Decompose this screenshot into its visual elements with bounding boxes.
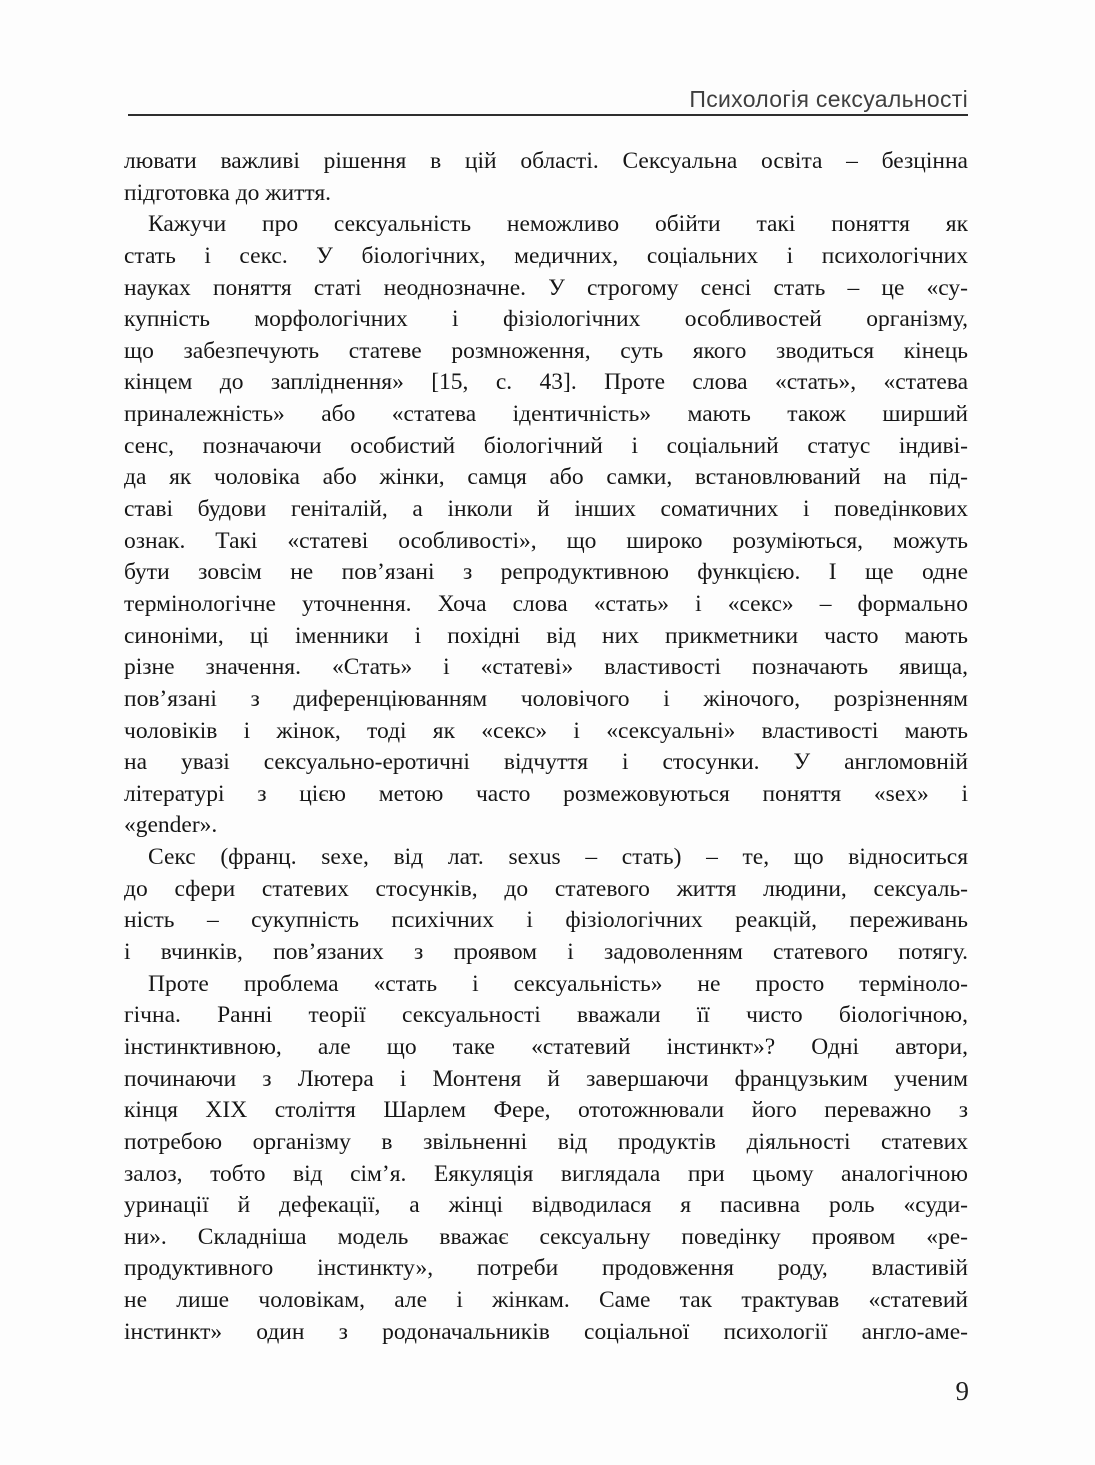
text-line: ставі будови геніталій, а інколи й інших соматичних і поведінкових (124, 496, 968, 523)
text-line: купність морфологічних і фізіологічних особливостей організму, (124, 306, 968, 333)
text-line: літературі з цією метою часто розмежовуються поняття «sex» і (124, 780, 968, 807)
text-line: починаючи з Лютера і Монтеня й завершаючи французьким ученим (124, 1065, 968, 1092)
text-line: підготовка до життя. (124, 179, 332, 206)
running-header-title: Психологія сексуальності (689, 86, 968, 112)
text-line: стать і секс. У біологічних, медичних, соціальних і психологічних (124, 242, 968, 269)
text-line: ни». Складніша модель вважає сексуальну поведінку проявом «ре- (124, 1223, 968, 1250)
text-line: синоніми, ці іменники і похідні від них прикметники часто мають (124, 622, 968, 649)
text-line: Проте проблема «стать і сексуальність» не просто терміноло- (148, 970, 968, 997)
text-line: сенс, позначаючи особистий біологічний і соціальний статус індиві- (124, 432, 968, 459)
text-line: термінологічне уточнення. Хоча слова «стать» і «секс» – формально (124, 590, 968, 617)
text-line: кінцем до запліднення» [15, с. 43]. Проте слова «стать», «статева (124, 369, 968, 396)
page-number: 9 (955, 1376, 969, 1406)
text-line: інстинкт» один з родоначальників соціальної психології англо-аме- (124, 1318, 968, 1345)
text-line: приналежність» або «статева ідентичність» мають також ширший (124, 401, 968, 428)
header-rule (128, 114, 968, 116)
text-line: чоловіків і жінок, тоді як «секс» і «сексуальні» властивості мають (124, 717, 968, 744)
text-line: уринації й дефекації, а жінці відводилася я пасивна роль «суди- (124, 1192, 968, 1219)
text-line: продуктивного інстинкту», потреби продовження роду, властивій (124, 1255, 968, 1282)
text-line: Кажучи про сексуальність неможливо обійти такі поняття як (148, 211, 968, 238)
text-line: бути зовсім не пов’язані з репродуктивною функцією. І ще одне (124, 559, 968, 586)
text-line: ознак. Такі «статеві особливості», що широко розуміються, можуть (124, 527, 968, 554)
text-line: потребою організму в звільненні від продуктів діяльності статевих (124, 1128, 968, 1155)
text-line: кінця XIX століття Шарлем Фере, ототожнювали його переважно з (124, 1097, 968, 1124)
text-line: ність – сукупність психічних і фізіологічних реакцій, переживань (124, 907, 968, 934)
text-line: що забезпечують статеве розмноження, суть якого зводиться кінець (124, 337, 968, 364)
text-line: Секс (франц. sexe, від лат. sexus – стать) – те, що відноситься (148, 844, 968, 871)
text-line: не лише чоловікам, але і жінкам. Саме так трактував «статевий (124, 1287, 968, 1314)
body-text (124, 146, 968, 1348)
text-line: пов’язані з диференціюванням чоловічого і жіночого, розрізненням (124, 685, 968, 712)
text-line: «gender». (124, 812, 218, 839)
text-line: до сфери статевих стосунків, до статевого життя людини, сексуаль- (124, 875, 968, 902)
text-line: різне значення. «Стать» і «статеві» властивості позначають явища, (124, 654, 968, 681)
text-line: гічна. Ранні теорії сексуальності вважали її чисто біологічною, (124, 1002, 968, 1029)
text-line: да як чоловіка або жінки, самця або самки, встановлюваний на під- (124, 464, 968, 491)
text-line: науках поняття статі неоднозначне. У строгому сенсі стать – це «су- (124, 274, 968, 301)
text-line: і вчинків, пов’язаних з проявом і задоволенням статевого потягу. (124, 939, 968, 966)
text-line: лювати важливі рішення в цій області. Сексуальна освіта – безцінна (124, 148, 968, 174)
text-line: на увазі сексуально-еротичні відчуття і стосунки. У англомовній (124, 749, 968, 776)
text-line: інстинктивною, але що таке «статевий інстинкт»? Одні автори, (124, 1033, 968, 1060)
text-line: залоз, тобто від сім’я. Еякуляція виглядала при цьому аналогічною (124, 1160, 968, 1187)
